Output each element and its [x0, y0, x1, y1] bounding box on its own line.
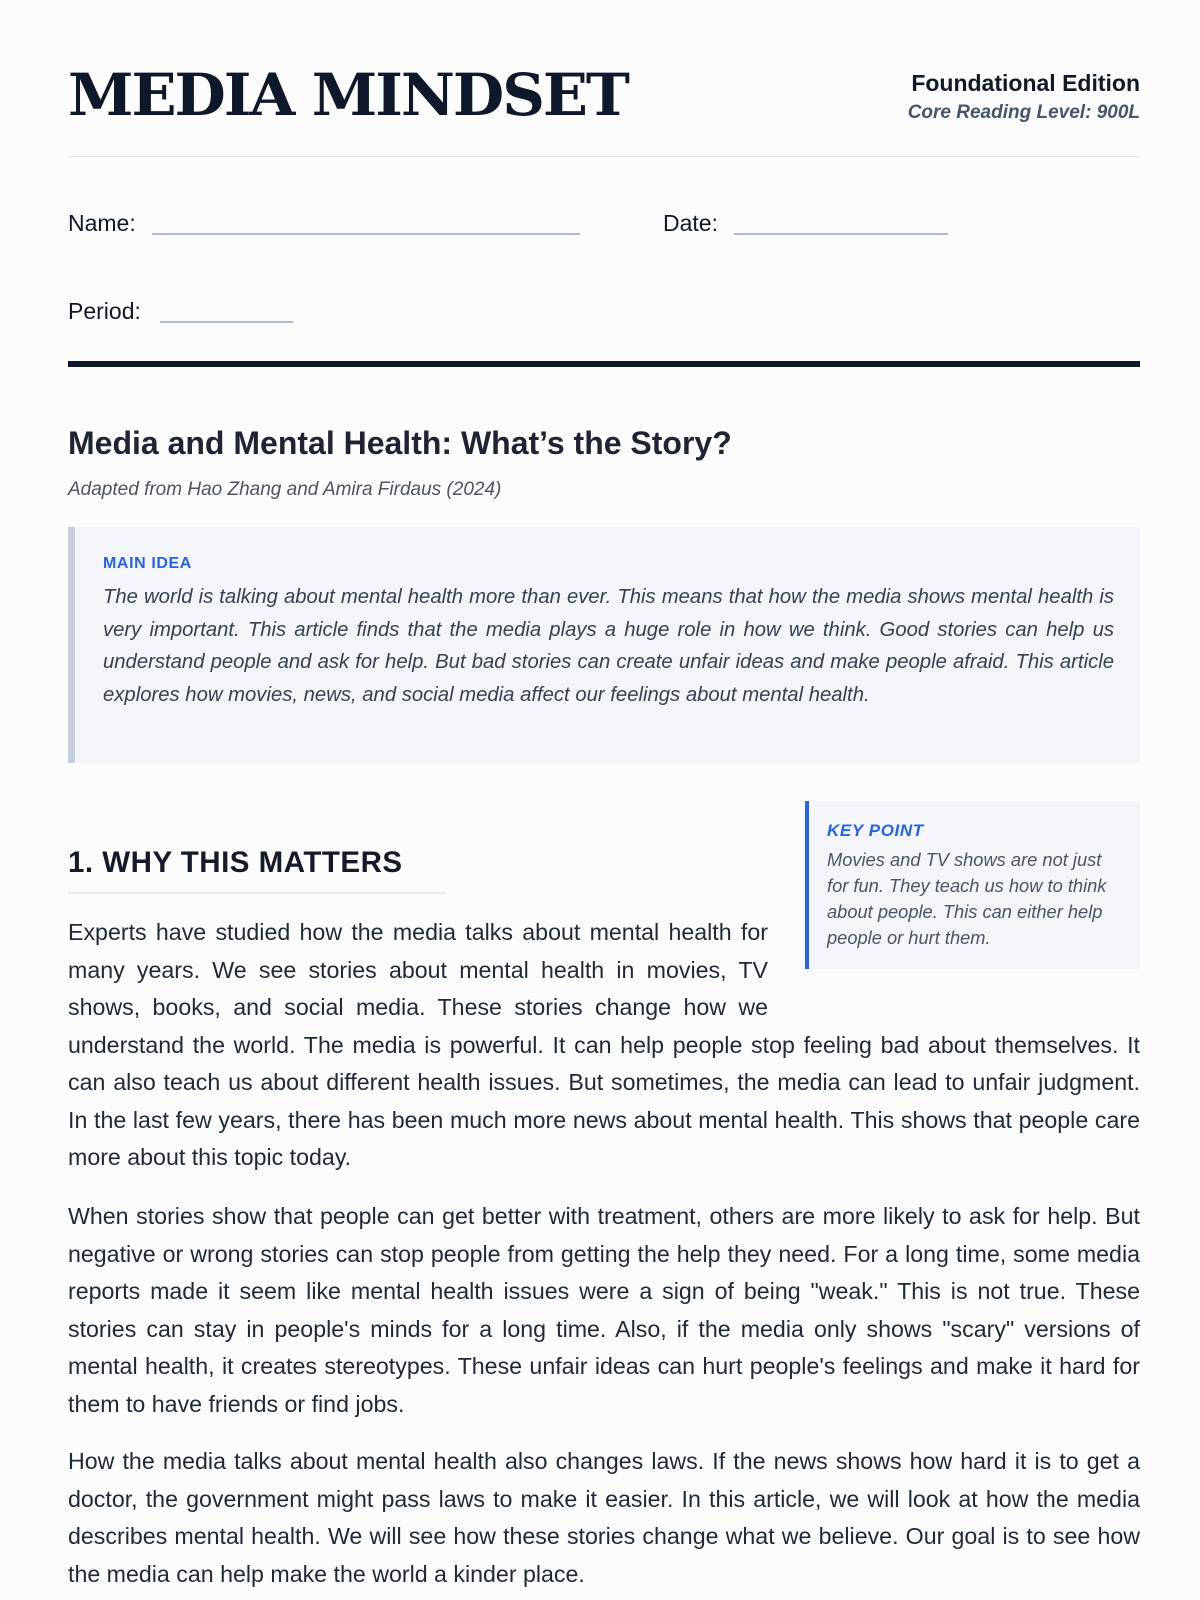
key-point-label: KEY POINT [827, 821, 924, 840]
date-field[interactable] [734, 233, 948, 235]
worksheet-page [68, 0, 1140, 1600]
date-label: Date: [663, 210, 718, 236]
name-field[interactable] [152, 233, 580, 235]
article-title: Media and Mental Health: What’s the Story? [68, 425, 732, 461]
masthead [68, 62, 1140, 157]
paragraph: How the media talks about mental health also changes laws. If the news shows how hard it is to get a doctor, the government might pass laws to make it easier. In this article, we will look at how the media describes mental health. We will see how these stories change what we believe. Our goal is to see how the media can help make the world a kinder place. [68, 1448, 1140, 1587]
period-field[interactable] [160, 321, 293, 323]
main-idea-box [68, 527, 1140, 763]
paragraph: When stories show that people can get better with treatment, others are more likely to ask for help. But negative or wrong stories can stop people from getting the help they need. For a long time, some media reports made it seem like mental health issues were a sign of being "weak." This is not true. These stories can stay in people's minds for a long time. Also, if the media only shows "scary" versions of mental health, it creates stereotypes. These unfair ideas can hurt people's feelings and make it hard for them to have friends or find jobs. [68, 1203, 1140, 1417]
reading-level: Core Reading Level: 900L [907, 102, 1140, 123]
period-label: Period: [68, 298, 141, 324]
paragraph-1-wrap [68, 914, 1140, 1177]
main-idea-label: MAIN IDEA [103, 555, 192, 572]
name-label: Name: [68, 210, 136, 236]
header-divider [68, 361, 1140, 367]
paragraph: Experts have studied how the media talks about mental health for many years. We see stories about mental health in movies, TV shows, books, and social media. These stories change how we understand the world. The media is powerful. It can help people stop feeling bad about themselves. It can also teach us about different health issues. But sometimes, the media can lead to unfair judgment. In the last few years, there has been much more news about mental health. This shows that people care more about this topic today. [68, 919, 1140, 1170]
section-heading: 1. WHY THIS MATTERS [68, 846, 446, 894]
edition-label: Foundational Edition [911, 70, 1140, 96]
main-idea-text: The world is talking about mental health more than ever. This means that how the media shows mental health is very important. This article finds that the media plays a huge role in how we think. Good stories can help us understand people and ask for help. But bad stories can create unfair ideas and make people afraid. This article explores how movies, news, and social media affect our feelings about mental health. [103, 586, 1114, 706]
article-byline: Adapted from Hao Zhang and Amira Firdaus (2024) [68, 479, 502, 500]
key-point-text: Movies and TV shows are not just for fun. They teach us how to think about people. This can either help people or hurt them. [827, 849, 1107, 948]
brand-title: MEDIA MINDSET [68, 61, 628, 129]
